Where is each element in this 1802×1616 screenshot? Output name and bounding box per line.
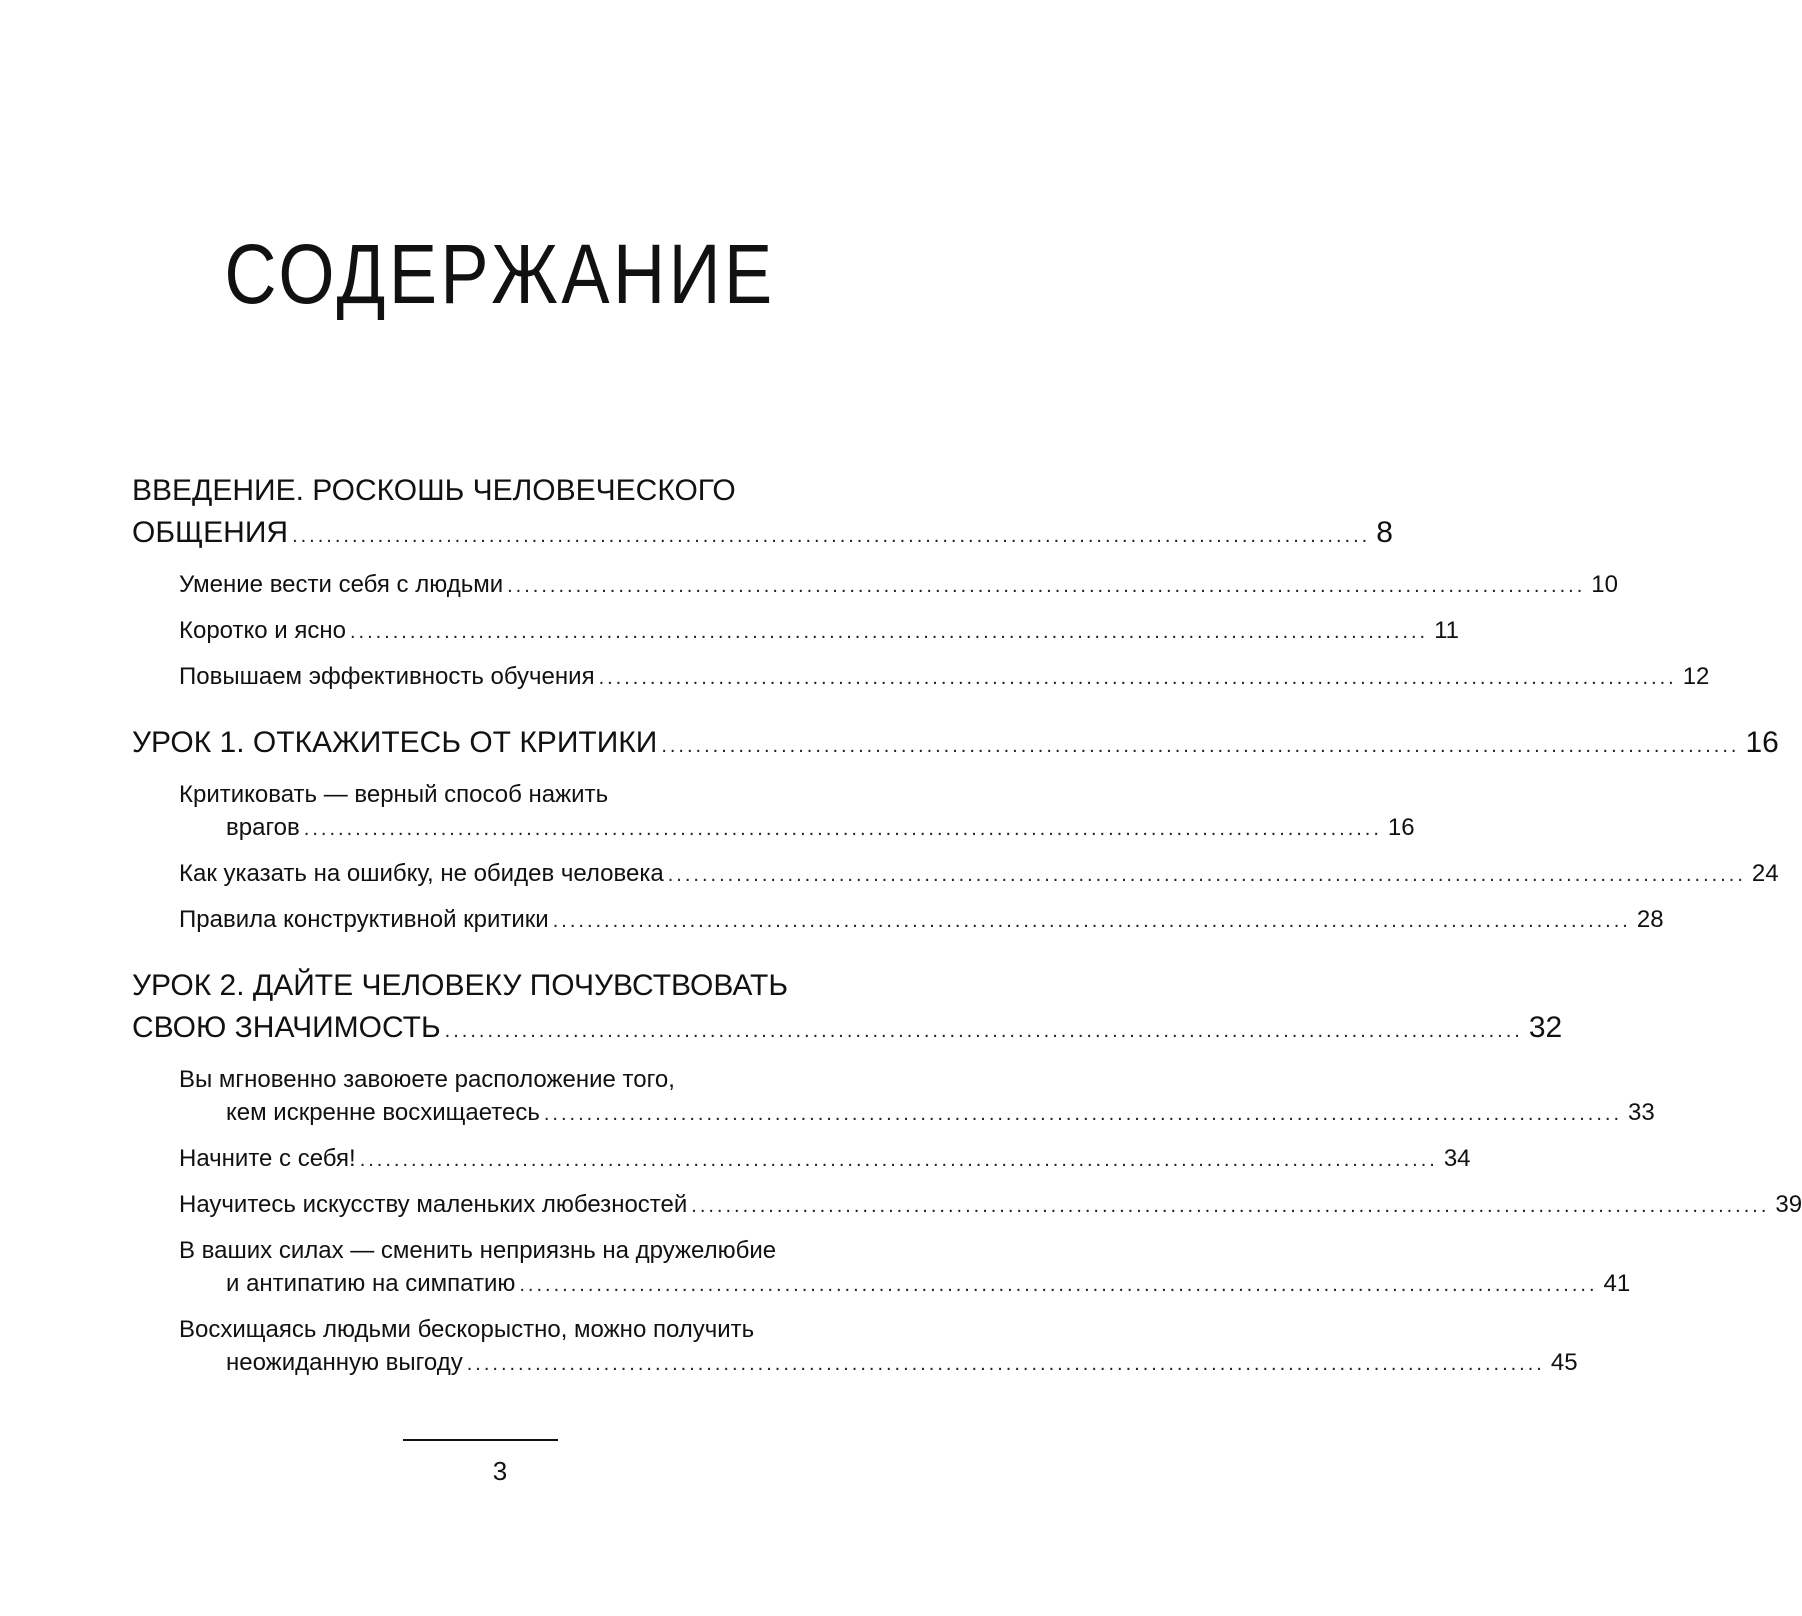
entry-text: неожиданную выгоду: [226, 1349, 463, 1376]
page-ref: 16: [1387, 814, 1415, 841]
entry-text-line: В ваших силах — сменить неприязнь на дружелюбие: [179, 1237, 777, 1264]
toc-entry[interactable]: [179, 614, 1460, 649]
toc-entry[interactable]: [179, 857, 1779, 892]
dot-leader: ..............................................................................................................................: [661, 735, 1740, 757]
dot-leader: ..............................................................................................................................: [667, 864, 1746, 886]
page-ref: 34: [1443, 1145, 1471, 1172]
page-ref: 12: [1682, 663, 1710, 690]
entry-text-line: Критиковать — верный способ нажить: [179, 781, 609, 808]
page-ref: 8: [1376, 516, 1393, 549]
toc-row[interactable]: [132, 1007, 1563, 1052]
entry-text: кем искренне восхищаетесь: [226, 1099, 540, 1126]
dot-leader: ..............................................................................................................................: [292, 525, 1371, 547]
toc-entry[interactable]: [179, 1234, 1631, 1302]
page-ref: 33: [1628, 1099, 1655, 1126]
footer-divider: [403, 1439, 558, 1441]
entry-text: Умение вести себя с людьми: [179, 571, 504, 598]
section-heading: [132, 965, 1563, 1052]
page-ref: 10: [1591, 571, 1618, 598]
section-heading: [132, 722, 1779, 767]
dot-leader: ..............................................................................................................................: [543, 1103, 1623, 1125]
toc-entry[interactable]: [179, 568, 1618, 603]
toc-entry[interactable]: [179, 778, 1415, 846]
entry-text: Правила конструктивной критики: [179, 906, 549, 933]
section-heading-text: СВОЮ ЗНАЧИМОСТЬ: [132, 1011, 441, 1044]
page-ref: 24: [1751, 860, 1779, 887]
entry-text: Повышаем эффективность обучения: [179, 663, 595, 690]
entry-text: врагов: [226, 814, 300, 841]
entry-text: Научитесь искусству маленьких любезностей: [179, 1191, 688, 1218]
toc-entry[interactable]: [179, 660, 1710, 695]
section-heading-text: УРОК 1. ОТКАЖИТЕСЬ ОТ КРИТИКИ: [132, 726, 658, 759]
entry-text-line: Восхищаясь людьми бескорыстно, можно получить: [179, 1316, 755, 1343]
page-ref: 45: [1550, 1349, 1578, 1376]
toc-section-lesson-2: [132, 965, 1802, 1381]
dot-leader: ..............................................................................................................................: [359, 1149, 1438, 1171]
toc-row[interactable]: [132, 722, 1779, 767]
toc-row[interactable]: [132, 512, 1393, 557]
entry-text-line: Вы мгновенно завоюете расположение того,: [179, 1066, 675, 1093]
toc-entry[interactable]: [179, 1063, 1655, 1131]
dot-leader: ..............................................................................................................................: [691, 1195, 1770, 1217]
section-heading-line: ВВЕДЕНИЕ. РОСКОШЬ ЧЕЛОВЕЧЕСКОГО: [132, 474, 736, 507]
toc-entry[interactable]: [179, 1188, 1802, 1223]
table-of-contents: [132, 470, 1802, 1408]
dot-leader: ..............................................................................................................................: [466, 1353, 1545, 1375]
dot-leader: ..............................................................................................................................: [507, 575, 1586, 597]
entry-text: и антипатию на симпатию: [226, 1270, 516, 1297]
section-heading: [132, 470, 1393, 557]
page-ref: 39: [1775, 1191, 1802, 1218]
entry-text: Коротко и ясно: [179, 617, 346, 644]
toc-entry[interactable]: [179, 903, 1664, 938]
dot-leader: ..............................................................................................................................: [303, 818, 1382, 840]
page-ref: 16: [1745, 726, 1779, 759]
page-ref: 32: [1528, 1011, 1563, 1044]
entry-text: Как указать на ошибку, не обидев человека: [179, 860, 664, 887]
page-ref: 28: [1636, 906, 1664, 933]
dot-leader: ..............................................................................................................................: [519, 1274, 1598, 1296]
dot-leader: ..............................................................................................................................: [598, 667, 1677, 689]
entry-text: Начните с себя!: [179, 1145, 356, 1172]
dot-leader: ..............................................................................................................................: [349, 621, 1429, 643]
section-heading-line: УРОК 2. ДАЙТЕ ЧЕЛОВЕКУ ПОЧУВСТВОВАТЬ: [132, 969, 789, 1002]
page-number: 3: [492, 1456, 508, 1486]
page-title: СОДЕРЖАНИЕ: [224, 227, 776, 321]
section-heading-text: ОБЩЕНИЯ: [132, 516, 289, 549]
toc-section-lesson-1: [132, 722, 1779, 938]
toc-entry[interactable]: [179, 1313, 1578, 1381]
toc-entry[interactable]: [179, 1142, 1471, 1177]
dot-leader: ..............................................................................................................................: [552, 910, 1631, 932]
page-ref: 11: [1434, 617, 1460, 644]
page-ref: 41: [1603, 1270, 1631, 1297]
toc-section-introduction: [132, 470, 1710, 695]
dot-leader: ..............................................................................................................................: [444, 1020, 1523, 1042]
